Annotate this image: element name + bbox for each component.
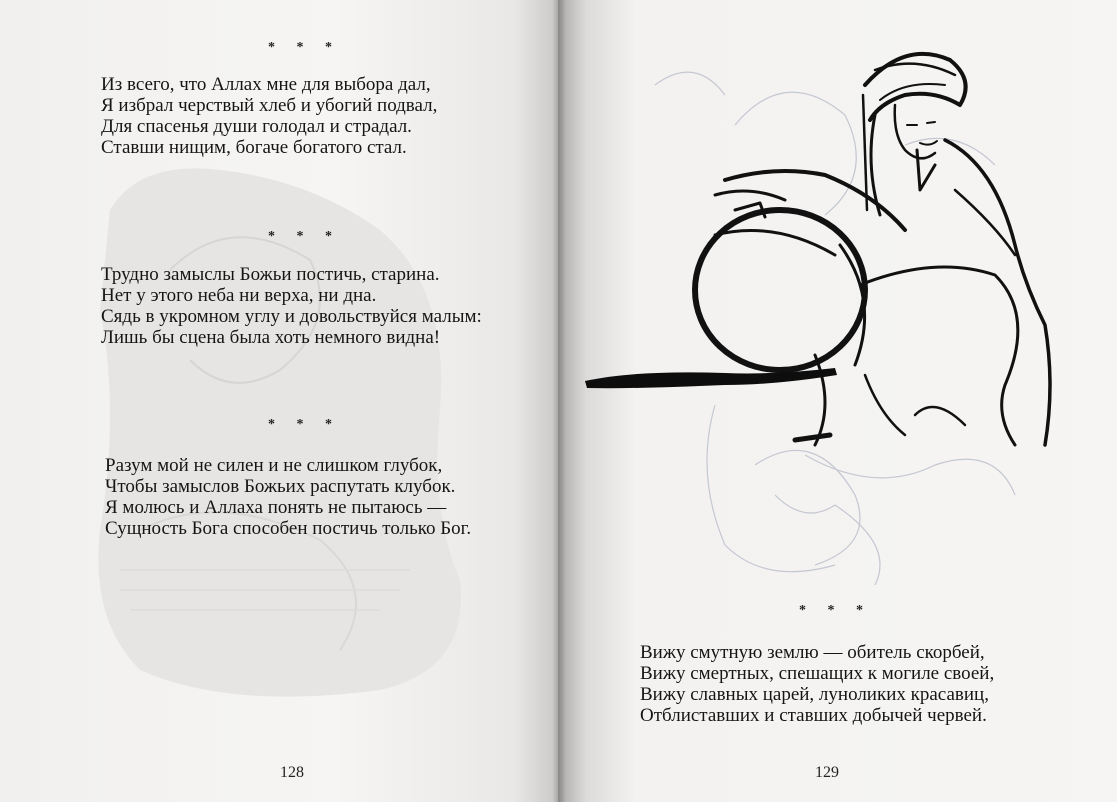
poem-line: Вижу смертных, спешащих к могиле своей, xyxy=(640,663,995,684)
poem-line: Нет у этого неба ни верха, ни дна. xyxy=(101,285,377,306)
book-gutter xyxy=(552,0,566,802)
stanza-separator: * * * xyxy=(799,603,872,618)
stanza-separator: * * * xyxy=(268,40,341,55)
poem-line: Ставши нищим, богаче богатого стал. xyxy=(101,137,407,158)
poem-stanza xyxy=(101,264,482,348)
poem-line: Чтобы замыслов Божьих распутать клубок. xyxy=(105,476,456,497)
poem-line: Отблиставших и ставших добычей червей. xyxy=(640,705,987,726)
poem-line: Сущность Бога способен постичь только Бог. xyxy=(105,518,472,539)
poem-stanza xyxy=(105,455,471,539)
poem-line: Вижу смутную землю — обитель скорбей, xyxy=(640,642,985,663)
poem-line: Я избрал черствый хлеб и убогий подвал, xyxy=(101,95,438,116)
stanza-separator: * * * xyxy=(268,229,341,244)
poem-line: Трудно замыслы Божьи постичь, старина. xyxy=(101,264,440,285)
left-page xyxy=(0,0,558,802)
poem-line: Для спасенья души голодал и страдал. xyxy=(101,116,412,137)
poem-line: Сядь в укромном углу и довольствуйся малым: xyxy=(101,306,482,327)
poem-line: Из всего, что Аллах мне для выбора дал, xyxy=(101,74,431,95)
poem-stanza xyxy=(640,642,994,726)
stanza-separator: * * * xyxy=(268,417,341,432)
page-number: 128 xyxy=(280,764,304,781)
poem-stanza xyxy=(101,74,437,158)
poem-line: Лишь бы сцена была хоть немного видна! xyxy=(101,327,441,348)
brush-stroke xyxy=(585,368,837,388)
poem-line: Вижу славных царей, луноликих красавиц, xyxy=(640,684,989,705)
ink-strokes xyxy=(695,54,1050,445)
poem-line: Разум мой не силен и не слишком глубок, xyxy=(105,455,443,476)
poem-line: Я молюсь и Аллаха понять не пытаюсь — xyxy=(105,497,447,518)
page-number: 129 xyxy=(815,764,839,781)
ink-illustration xyxy=(575,25,1065,585)
